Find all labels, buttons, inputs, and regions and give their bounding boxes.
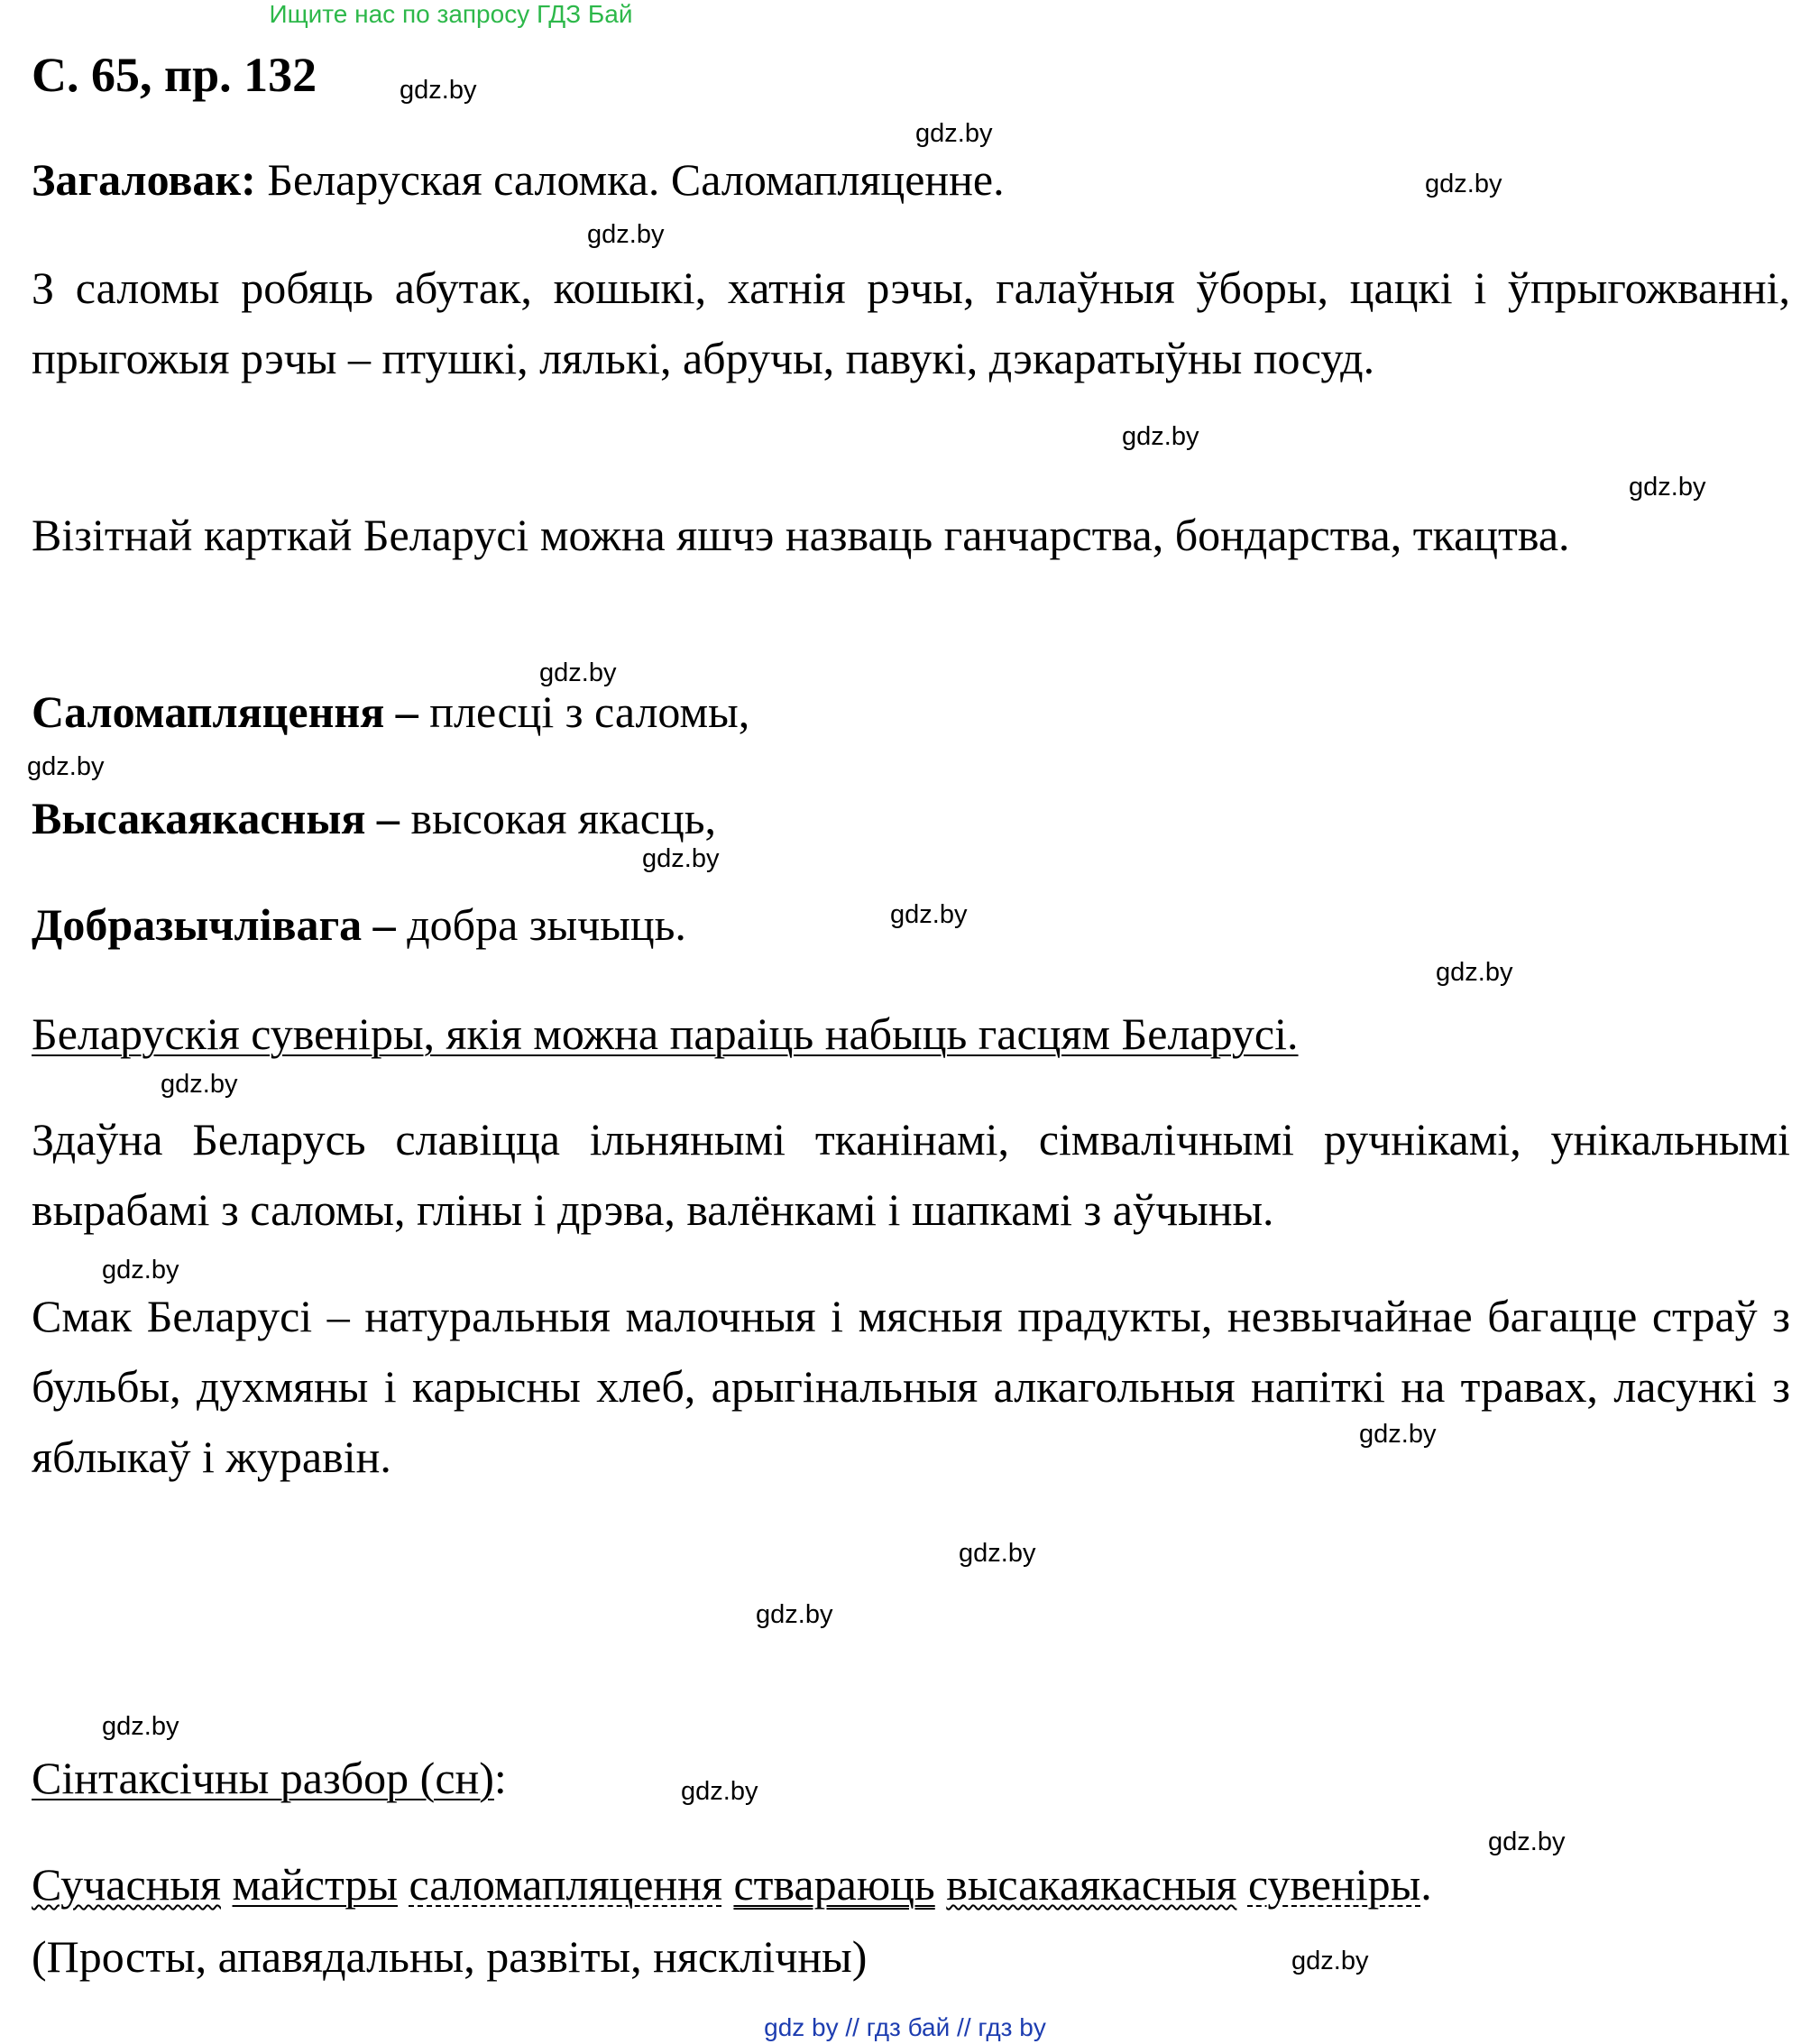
paragraph-3: Здаўна Беларусь славіцца ільнянымі тканінамі, сімвалічнымі ручнікамі, унікальнымі вырабамі з саломы, гліны і дрэва, валёнкамі і шапкамі з аўчыны. xyxy=(32,1114,1790,1235)
watermark: gdz.by xyxy=(1291,1947,1369,1975)
sentence-end: . xyxy=(1420,1859,1432,1910)
watermark: gdz.by xyxy=(587,220,665,249)
definition-3 xyxy=(32,898,686,951)
watermark: gdz.by xyxy=(959,1539,1036,1568)
watermark: gdz.by xyxy=(890,900,968,929)
definition-term: Саломапляцення – xyxy=(32,686,418,737)
definition-1 xyxy=(32,686,749,738)
watermark: gdz.by xyxy=(1359,1420,1437,1449)
watermark: gdz.by xyxy=(756,1600,833,1629)
watermark: gdz.by xyxy=(1488,1828,1566,1856)
watermark: gdz.by xyxy=(102,1712,179,1741)
sentence-word-adjunct: саломапляцення xyxy=(409,1859,722,1910)
watermark: gdz.by xyxy=(161,1070,238,1099)
watermark: gdz.by xyxy=(102,1256,179,1284)
watermark: gdz.by xyxy=(642,844,720,873)
watermark: gdz.by xyxy=(915,119,993,148)
sentence-analysis: (Просты, апавядальны, развіты, нясклічны) xyxy=(32,1931,868,1982)
top-banner: Ищите нас по запросу ГДЗ Бай xyxy=(269,0,633,28)
watermark: gdz.by xyxy=(27,752,105,781)
watermark: gdz.by xyxy=(400,76,477,105)
watermark: gdz.by xyxy=(1122,422,1199,451)
definition-2 xyxy=(32,792,716,844)
title-text: Беларуская саломка. Саломапляценне. xyxy=(267,154,1005,205)
syntax-colon: : xyxy=(493,1753,507,1803)
definition-term: Высакаякасныя – xyxy=(32,793,400,843)
watermark: gdz.by xyxy=(539,658,617,687)
paragraph-2: Візітнай карткай Беларусі можна яшчэ назваць ганчарства, бондарства, ткацтва. xyxy=(32,510,1570,560)
sentence-word-attribute-2: высакаякасныя xyxy=(946,1859,1237,1910)
sentence-word-subject: майстры xyxy=(232,1859,398,1910)
syntax-heading-row xyxy=(32,1752,507,1804)
sentence-word-predicate: ствараюць xyxy=(733,1859,935,1910)
paragraph-4: Смак Беларусі – натуральныя малочныя і мясныя прадукты, незвычайнае багацце страў з бульбы, духмяны і карысны хлеб, арыгінальныя алкагольныя напіткі на травах, ласункі з яблыкаў і журавін. xyxy=(32,1291,1790,1482)
watermark: gdz.by xyxy=(681,1777,758,1806)
analyzed-sentence xyxy=(32,1858,1432,1910)
footer-links: gdz by // гдз бай // гдз by xyxy=(764,2013,1046,2041)
definition-term: Добразычлівага – xyxy=(32,899,396,950)
paragraph-1: З саломы робяць абутак, кошыкі, хатнія рэчы, галаўныя ўборы, цацкі і ўпрыгожванні, прыгожыя рэчы – птушкі, лялькі, абручы, павукі, дэкаратыўны посуд. xyxy=(32,262,1790,383)
title-row xyxy=(32,153,1005,206)
sentence-word-attribute: Сучасныя xyxy=(32,1859,221,1910)
souvenirs-heading: Беларускія сувеніры, якія можна параіць набыць гасцям Беларусі. xyxy=(32,1008,1299,1059)
definition-meaning: плесці з саломы, xyxy=(418,686,750,737)
watermark: gdz.by xyxy=(1436,958,1513,987)
syntax-heading: Сінтаксічны разбор (сн) xyxy=(32,1753,494,1803)
watermark: gdz.by xyxy=(1425,170,1502,198)
definition-meaning: высокая якасць, xyxy=(399,793,717,843)
watermark: gdz.by xyxy=(1629,473,1706,502)
title-label: Загаловак: xyxy=(32,154,256,205)
sentence-word-object: сувеніры xyxy=(1247,1859,1421,1910)
exercise-title: С. 65, пр. 132 xyxy=(32,48,317,102)
definition-meaning: добра зычыць. xyxy=(395,899,686,950)
